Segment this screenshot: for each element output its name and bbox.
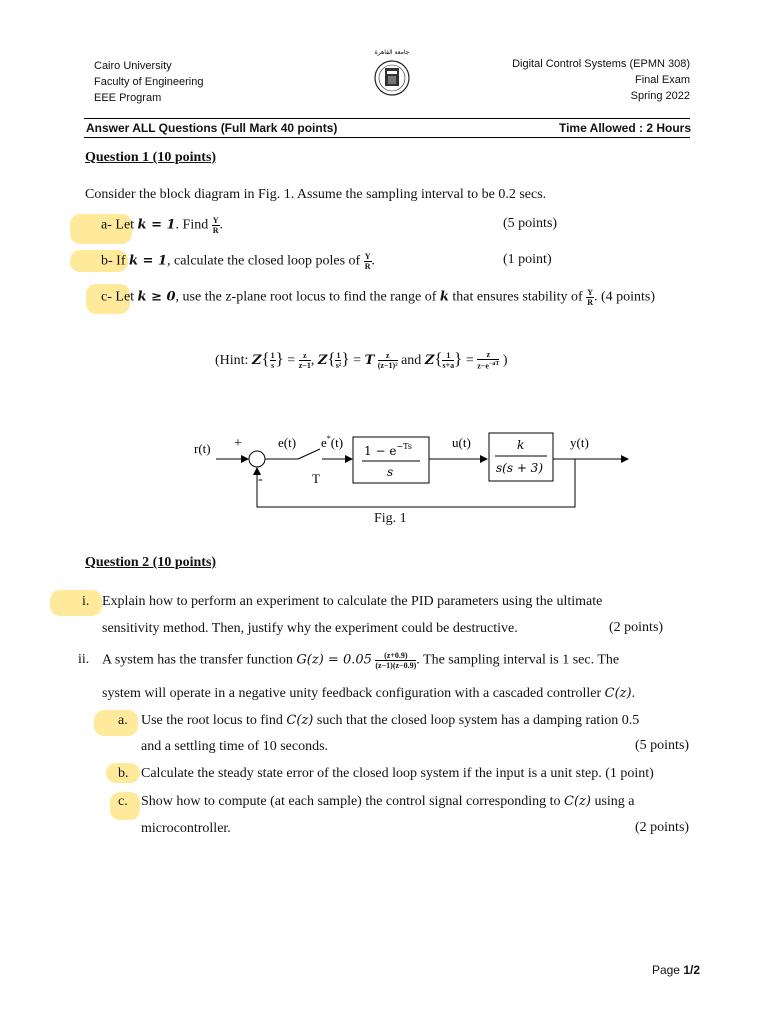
- course-title: Digital Control Systems (EPMN 308): [512, 58, 690, 70]
- q2-i-line2: sensitivity method. Then, justify why the experiment could be destructive.: [102, 621, 518, 636]
- part-text: , use the z-plane root locus to find the range of: [175, 289, 437, 305]
- q2-a-points: (5 points): [635, 738, 690, 753]
- part-text: A system has the transfer function: [102, 652, 293, 668]
- q2-ii-label: ii.: [78, 652, 90, 667]
- institution-block: [94, 58, 203, 106]
- plant-numerator: k: [517, 438, 525, 452]
- part-text: such that the closed loop system has a damping ration 0.5: [316, 713, 640, 728]
- math-k: k: [439, 289, 449, 305]
- sampling-period-label: T: [312, 471, 320, 486]
- control-signal-label: u(t): [452, 435, 471, 450]
- exam-type: Final Exam: [634, 74, 690, 86]
- plus-sign: +: [234, 436, 242, 451]
- q2-c-line1: [141, 793, 635, 811]
- q2-a-line2: and a settling time of 10 seconds.: [141, 739, 329, 754]
- question-1-title: Question 1 (10 points): [85, 150, 217, 165]
- highlight-mark: [94, 710, 138, 736]
- q2-ii-line1: [102, 651, 619, 670]
- q2-c-label: c.: [118, 794, 128, 809]
- q2-c-line2: microcontroller.: [141, 821, 231, 836]
- q2-i-label: i.: [82, 594, 90, 609]
- q2-i-line1: Explain how to perform an experiment to calculate the PID parameters using the ultimate: [102, 594, 603, 609]
- math-expression: k = 1: [129, 253, 167, 269]
- figure-caption: Fig. 1: [374, 511, 407, 526]
- top-rule: [84, 118, 690, 119]
- logo-text: جامعة القاهرة: [374, 49, 410, 56]
- q1-part-b: b- If k = 1, calculate the closed loop poles of $\frac{Y}{R}$ .: [101, 252, 375, 271]
- q2-a-line1: [141, 712, 639, 730]
- university-logo: [372, 46, 412, 102]
- y-over-r-fraction: $\frac{Y}{R}$: [212, 216, 219, 235]
- part-text: system will operate in a negative unity feedback configuration with a cascaded controller: [102, 686, 602, 701]
- hint-and: and: [401, 353, 422, 368]
- highlight-mark: [50, 590, 102, 616]
- part-text: , calculate the closed loop poles of: [167, 253, 361, 269]
- controller-symbol: C(z): [286, 713, 314, 728]
- part-text: Show how to compute (at each sample) the control signal corresponding to: [141, 794, 561, 809]
- program-name: EEE Program: [94, 92, 162, 104]
- y-over-r-fraction: $\frac{Y}{R}$: [364, 252, 371, 271]
- q1-intro: Consider the block diagram in Fig. 1. Assume the sampling interval to be 0.2 secs.: [85, 187, 547, 202]
- question-2-title: Question 2 (10 points): [85, 555, 217, 570]
- exam-term: Spring 2022: [630, 90, 690, 102]
- block-diagram: [190, 425, 640, 515]
- q1-part-c: [101, 288, 655, 307]
- controller-symbol: C(z): [564, 794, 591, 809]
- controller-symbol: C(z): [604, 686, 632, 701]
- part-text: . The sampling interval is 1 sec. The: [416, 652, 620, 668]
- plant-denominator: s(s + 3): [496, 461, 543, 475]
- bottom-rule: [84, 137, 690, 138]
- error-label: e(t): [278, 435, 297, 450]
- sampler-switch: [298, 449, 320, 459]
- q2-ii-line2: [102, 685, 635, 703]
- transfer-function: G(z) = 0.05: [296, 652, 372, 668]
- y-over-r-fraction: $\frac{Y}{R}$: [587, 288, 593, 307]
- part-label: a-: [101, 217, 112, 233]
- part-label: c-: [101, 289, 112, 305]
- hint-open: (Hint:: [215, 353, 249, 368]
- part-text: .: [631, 686, 636, 701]
- output-label: y(t): [570, 435, 589, 450]
- part-text: Use the root locus to find: [141, 713, 283, 728]
- q2-b-text: Calculate the steady state error of the closed loop system if the input is a unit step. (1 point): [141, 766, 654, 781]
- q2-c-points: (2 points): [635, 820, 690, 835]
- faculty-name: Faculty of Engineering: [94, 76, 204, 88]
- hint-close: ): [502, 353, 508, 368]
- part-text: If: [116, 253, 126, 269]
- zoh-numerator: $1 - e^{-Ts}$: [364, 442, 412, 458]
- math-expression: k ≥ 0: [137, 289, 176, 305]
- q1-hint: (Hint: Z{ $\frac{1}{s}$ } = $\frac{z}{z-1}$ , Z{ $\frac{1}{\text{s²}}$ } = T $\frac{z}{\text{(z−1)²}}$ and Z{ $\frac{1}{s+a}$ } = $\frac{z}{z-e^{-aT}}$ ): [215, 349, 508, 372]
- q2-a-label: a.: [118, 713, 128, 728]
- page-number: Page 1/2: [651, 963, 700, 977]
- part-text: . Find: [175, 217, 209, 233]
- part-text: Let: [115, 289, 135, 305]
- q1-a-points: (5 points): [503, 216, 558, 231]
- sampled-error-label: e*(t): [321, 434, 344, 450]
- math-expression: k = 1: [137, 217, 176, 233]
- q1-c-points: . (4 points): [593, 289, 656, 305]
- transfer-function-fraction: $\frac{(z+0.9)}{(z-1)(z-0.9)}$: [375, 651, 417, 670]
- course-block: [512, 56, 690, 104]
- university-name: Cairo University: [94, 60, 172, 72]
- minus-sign: -: [258, 472, 263, 487]
- q1-b-points: (1 point): [503, 252, 552, 267]
- time-allowed: Time Allowed : 2 Hours: [558, 121, 691, 135]
- part-text: using a: [594, 794, 635, 809]
- q2-b-label: b.: [118, 766, 129, 781]
- instructions: Answer ALL Questions (Full Mark 40 points): [86, 121, 338, 135]
- q2-i-points: (2 points): [609, 620, 664, 635]
- input-label: r(t): [194, 441, 211, 456]
- zoh-denominator: s: [387, 465, 394, 479]
- summing-junction: [249, 451, 265, 467]
- part-label: b-: [101, 253, 113, 269]
- part-text: Let: [115, 217, 135, 233]
- q1-part-a: a- Let k = 1. Find $\frac{Y}{R}$ .: [101, 216, 224, 235]
- part-text: that ensures stability of: [452, 289, 583, 305]
